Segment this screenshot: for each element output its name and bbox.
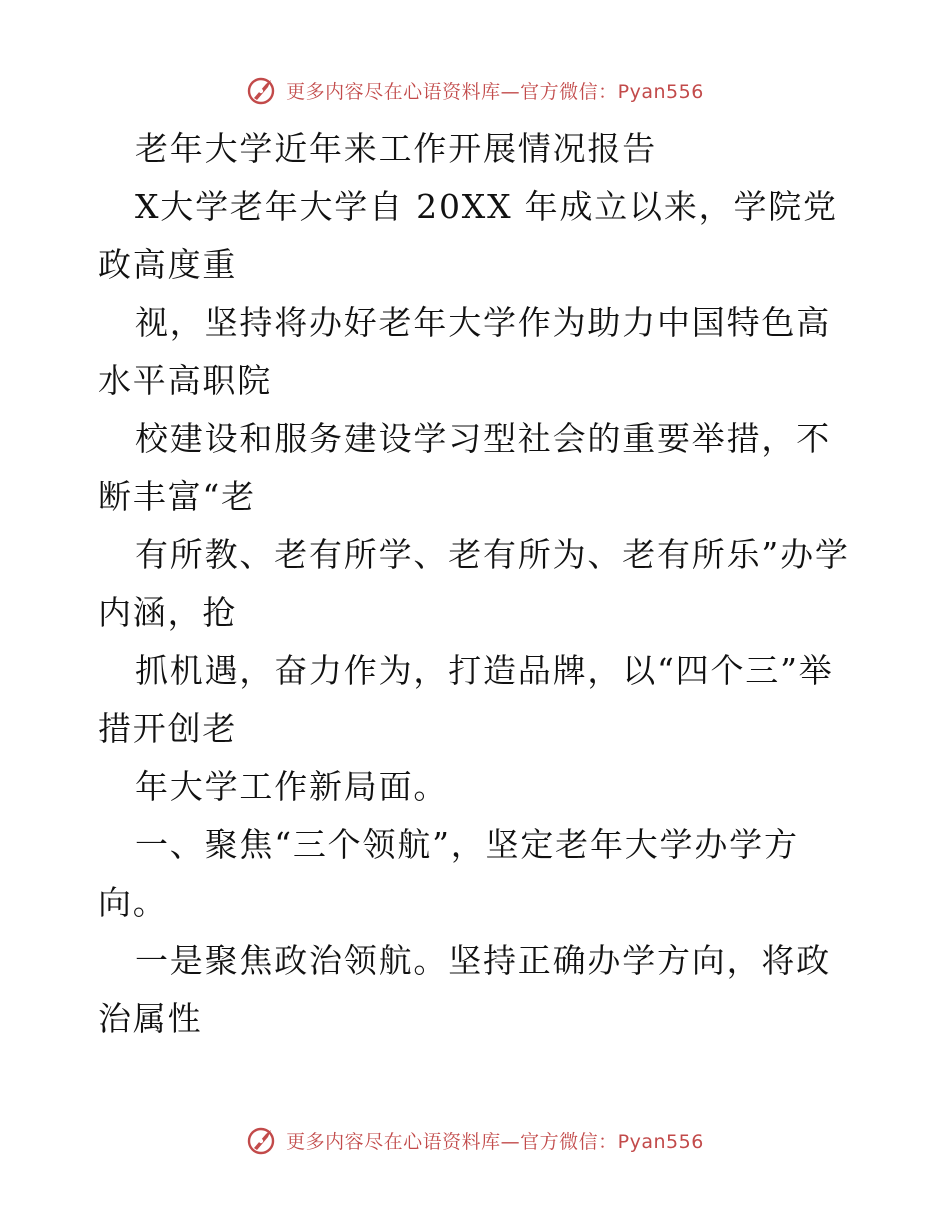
footer-banner-text: 更多内容尽在心语资料库—官方微信：Pyan556 bbox=[286, 1130, 704, 1153]
paragraph-line: 一是聚焦政治领航。坚持正确办学方向，将政治属性 bbox=[98, 941, 831, 1038]
paragraph-line: 抓机遇，奋力作为，打造品牌，以“四个三”举措开创老 bbox=[98, 651, 834, 748]
paragraph-line: X大学老年大学自 20XX 年成立以来，学院党政高度重 bbox=[98, 187, 838, 284]
paragraph-line: 校建设和服务建设学习型社会的重要举措，不断丰富“老 bbox=[98, 419, 831, 516]
document-body bbox=[98, 120, 858, 1048]
paragraph-line: 年大学工作新局面。 bbox=[135, 767, 449, 806]
header-banner-text: 更多内容尽在心语资料库—官方微信：Pyan556 bbox=[286, 80, 704, 103]
paragraph-line: 视，坚持将办好老年大学作为助力中国特色高水平高职院 bbox=[98, 303, 831, 400]
pen-nib-logo-icon bbox=[246, 1124, 278, 1156]
footer-banner bbox=[0, 1118, 950, 1162]
header-banner bbox=[0, 68, 950, 112]
document-title: 老年大学近年来工作开展情况报告 bbox=[135, 129, 657, 168]
pen-nib-logo-icon bbox=[246, 74, 278, 106]
paragraph-line: 有所教、老有所学、老有所为、老有所乐”办学内涵，抢 bbox=[98, 535, 850, 632]
section-heading: 一、聚焦“三个领航”，坚定老年大学办学方向。 bbox=[98, 825, 799, 922]
